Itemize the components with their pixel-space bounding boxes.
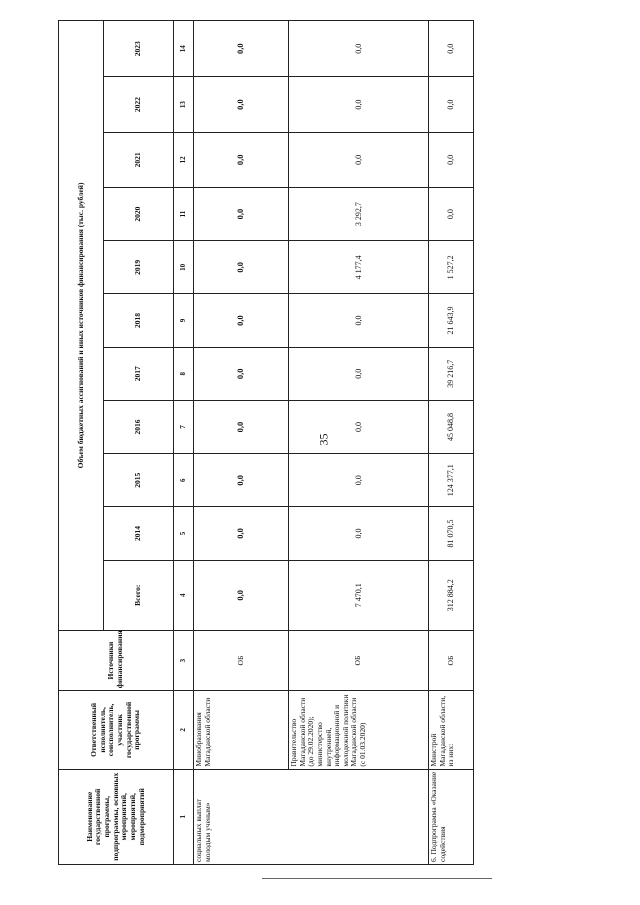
row-value: 0,0 — [194, 507, 289, 560]
row-value: 0,0 — [194, 77, 289, 132]
row-value: 0,0 — [194, 21, 289, 77]
row-value: 81 070,5 — [429, 507, 474, 560]
row-executor: Минстрой Магаданской области, из них: — [429, 691, 474, 769]
header-year: 2023 — [104, 21, 174, 77]
row-value: 3 292,7 — [289, 187, 429, 240]
column-number: 3 — [174, 630, 194, 690]
column-number: 10 — [174, 241, 194, 294]
header-year: 2020 — [104, 187, 174, 240]
header-source: Источники финансирования — [59, 630, 174, 690]
column-number: 6 — [174, 454, 194, 507]
table-row — [289, 21, 429, 865]
row-total: 312 884,2 — [429, 560, 474, 630]
column-number: 8 — [174, 347, 194, 400]
header-year: 2022 — [104, 77, 174, 132]
rotated-table-wrapper — [58, 20, 473, 865]
row-value: 0,0 — [194, 132, 289, 187]
row-value: 1 527,2 — [429, 241, 474, 294]
header-funding-title: Объем бюджетных ассигнований и иных источников финансирования (тыс. рублей) — [59, 21, 104, 631]
row-value: 0,0 — [429, 132, 474, 187]
header-name: Наименование государственной программы, подпрограммы, основных мероприятий, мероприятий, подмероприятий — [59, 769, 174, 864]
table-row — [194, 21, 289, 865]
column-number: 5 — [174, 507, 194, 560]
row-source: ОБ — [289, 630, 429, 690]
row-value: 0,0 — [429, 77, 474, 132]
row-value: 0,0 — [289, 77, 429, 132]
row-value: 21 643,9 — [429, 294, 474, 347]
row-value: 0,0 — [194, 347, 289, 400]
row-value: 124 377,1 — [429, 454, 474, 507]
row-total: 7 470,1 — [289, 560, 429, 630]
page-number: 35 — [316, 433, 331, 446]
header-year: 2016 — [104, 400, 174, 453]
header-year: 2019 — [104, 241, 174, 294]
header-total: Всего: — [104, 560, 174, 630]
row-value: 0,0 — [194, 187, 289, 240]
column-number: 7 — [174, 400, 194, 453]
footer-divider — [262, 878, 492, 879]
row-value: 0,0 — [194, 400, 289, 453]
row-executor: Минобразования Магаданской области — [194, 691, 289, 769]
row-value: 0,0 — [429, 21, 474, 77]
row-value: 4 177,4 — [289, 241, 429, 294]
column-number: 9 — [174, 294, 194, 347]
row-value: 0,0 — [289, 507, 429, 560]
header-year: 2015 — [104, 454, 174, 507]
row-value: 45 048,8 — [429, 400, 474, 453]
row-value: 0,0 — [194, 454, 289, 507]
row-value: 39 216,7 — [429, 347, 474, 400]
row-name: социальных выплат молодым ученым» — [194, 769, 429, 864]
row-name: 6. Подпрограмма «Оказание содействия — [429, 769, 474, 864]
row-value: 0,0 — [289, 400, 429, 453]
row-source: ОБ — [429, 630, 474, 690]
funding-table — [58, 20, 474, 865]
header-year: 2017 — [104, 347, 174, 400]
row-value: 0,0 — [289, 294, 429, 347]
column-number: 14 — [174, 21, 194, 77]
table-row — [429, 21, 474, 865]
row-source: ОБ — [194, 630, 289, 690]
header-executor: Ответственный исполнитель, соисполнитель, участник государственной программы — [59, 691, 174, 769]
column-number: 4 — [174, 560, 194, 630]
header-year: 2018 — [104, 294, 174, 347]
row-executor: Правительство Магаданской области (до 29.02.2020); министерство внутренней, информационной и молодежной политики Магаданской области (с 01.03.2020) — [289, 691, 429, 769]
column-number: 13 — [174, 77, 194, 132]
row-value: 0,0 — [429, 187, 474, 240]
column-number: 12 — [174, 132, 194, 187]
column-number: 2 — [174, 691, 194, 769]
row-value: 0,0 — [289, 21, 429, 77]
row-value: 0,0 — [289, 132, 429, 187]
row-value: 0,0 — [289, 454, 429, 507]
header-year: 2014 — [104, 507, 174, 560]
header-year: 2021 — [104, 132, 174, 187]
row-total: 0,0 — [194, 560, 289, 630]
column-number: 1 — [174, 769, 194, 864]
column-number: 11 — [174, 187, 194, 240]
row-value: 0,0 — [289, 347, 429, 400]
row-value: 0,0 — [194, 241, 289, 294]
row-value: 0,0 — [194, 294, 289, 347]
